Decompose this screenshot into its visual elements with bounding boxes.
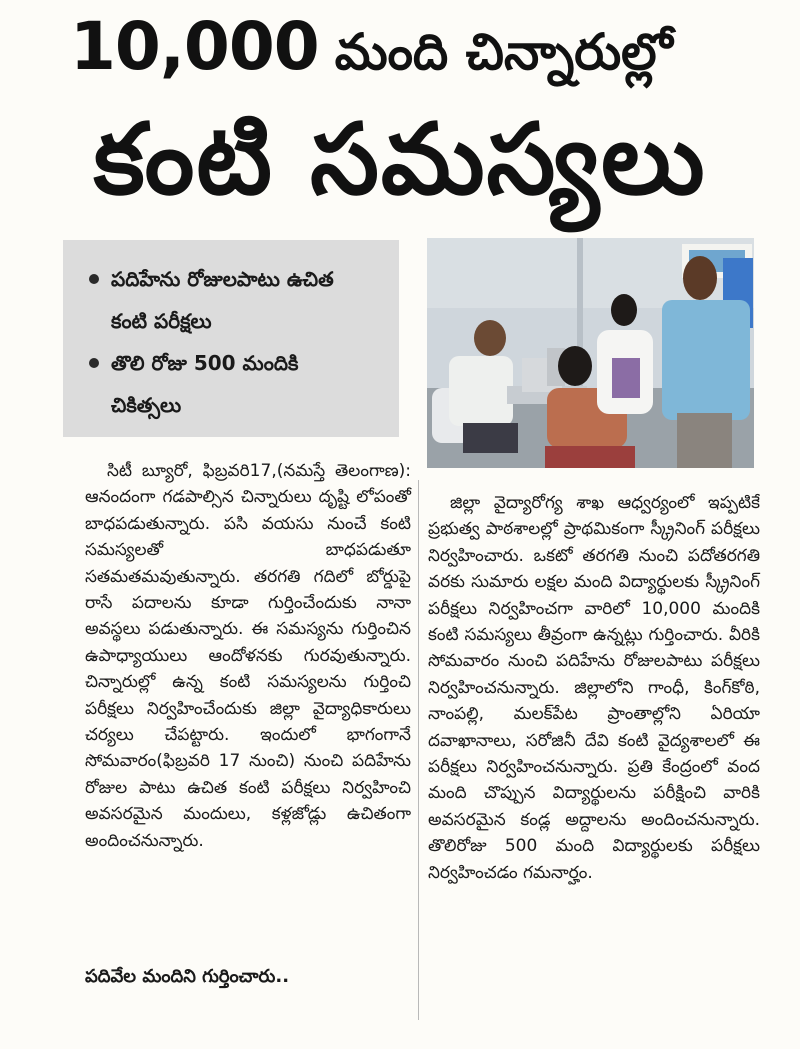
headline-number: 10,000 (70, 8, 319, 85)
highlight-item (89, 342, 381, 426)
headline-line-1 (70, 8, 770, 88)
article-paragraph: సిటీ బ్యూరో, ఫిబ్రవరి17,(నమస్తే తెలంగాణ): ఆనందంగా గడపాల్సిన చిన్నారులు దృష్టి లోపంతో బాధపడుతున్నారు. పసి వయసు నుంచే కంటి సమస్యలతో బాధపడుతూ సతమతమవుతున్నారు. తరగతి గదిలో బోర్డుపై రాసే పదాలను కూడా గుర్తించేందుకు నానా అవస్థలు పడుతున్నారు. ఈ సమస్యను గుర్తించిన ఉపాధ్యాయులు ఆందోళనకు గురవుతున్నారు. చిన్నారుల్లో ఉన్న కంటి సమస్యలను గుర్తించి పరీక్షలు నిర్వహించేందుకు జిల్లా వైద్యాధికారులు చర్యలు చేపట్టారు. ఇందులో భాగంగానే సోమవారం(ఫిబ్రవరి 17 నుంచి) నుంచి పదిహేను రోజుల పాటు ఉచిత కంటి పరీక్షలు నిర్వహించి అవసరమైన మందులు, కళ్లజోడ్లు ఉచితంగా అందించనున్నారు. (85, 461, 411, 851)
highlight-text: తొలి రోజు 500 మందికి చికిత్సలు (111, 351, 299, 417)
headline-line-1-text: మంది చిన్నారుల్లో (334, 23, 673, 81)
highlight-text: పదిహేను రోజులపాటు ఉచిత కంటి పరీక్షలు (111, 267, 334, 333)
column-divider (418, 480, 419, 1020)
highlight-item (89, 258, 381, 342)
article-photo (427, 238, 754, 468)
highlights-box (63, 240, 399, 437)
article-paragraph: జిల్లా వైద్యారోగ్య శాఖ ఆధ్వర్యంలో ఇప్పటికే ప్రభుత్వ పాఠశాలల్లో ప్రాథమికంగా స్క్రీనింగ్ పరీక్షలు నిర్వహించారు. ఒకటో తరగతి నుంచి పదోతరగతి వరకు సుమారు లక్షల మంది విద్యార్థులకు స్క్రీనింగ్ పరీక్షలు నిర్వహించగా వారిలో 10,000 మందికి కంటి సమస్యలు తీవ్రంగా ఉన్నట్లు గుర్తించారు. వీరికి సోమవారం నుంచి పదిహేను రోజులపాటు పరీక్షలు నిర్వహించనున్నారు. జిల్లాలోని గాంధీ, కింగ్‌కోఠి, నాంపల్లి, మలక్‌పేట ప్రాంతాల్లోని ఏరియా దవాఖానాలు, సరోజినీ దేవి కంటి వైద్యశాలలో ఈ పరీక్షలు నిర్వహించనున్నారు. ప్రతి కేంద్రంలో వంద మంది చొప్పున విద్యార్థులను పరీక్షించి వారికి అవసరమైన కండ్ల అద్దాలను అందించనున్నారు. తొలిరోజు 500 మంది విద్యార్థులకు పరీక్షలు నిర్వహించడం గమనార్హం. (428, 493, 760, 883)
article-subheading: పదివేల మందిని గుర్తించారు.. (85, 966, 290, 987)
bullet-icon (89, 358, 99, 368)
article-left-column (85, 458, 411, 854)
bullet-icon (89, 274, 99, 284)
headline-line-2: కంటి సమస్యలు (93, 103, 707, 217)
article-right-column (428, 490, 760, 886)
eye-exam-photo (427, 238, 754, 468)
